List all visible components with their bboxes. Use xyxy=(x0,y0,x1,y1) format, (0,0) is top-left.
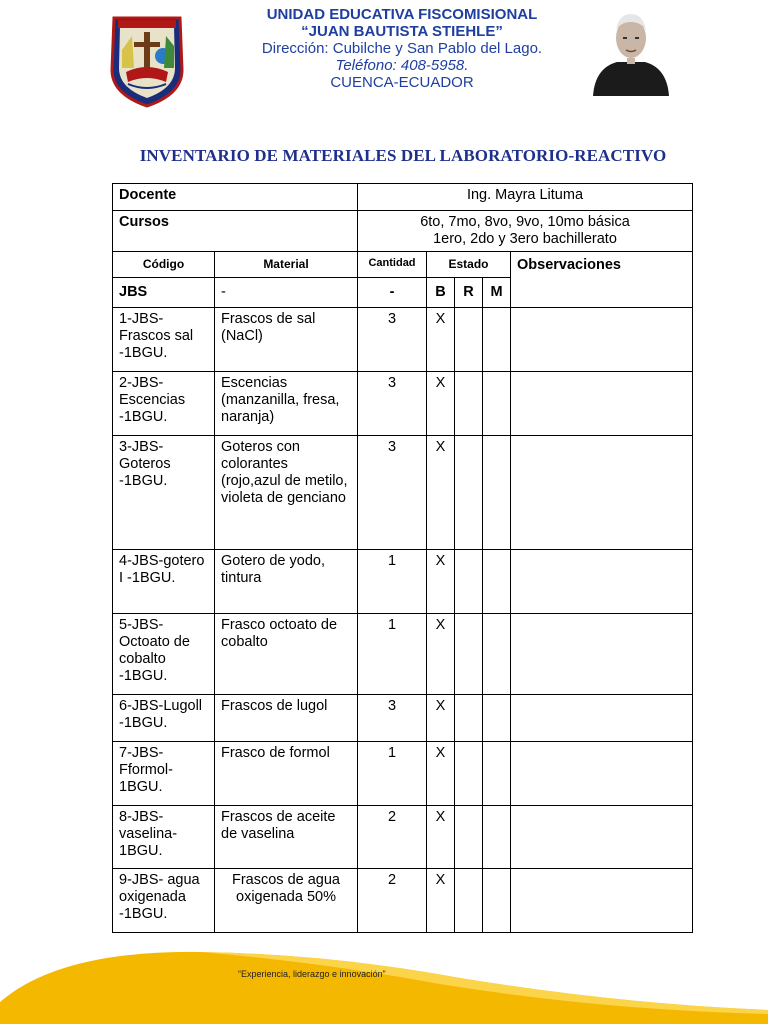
school-info xyxy=(220,6,584,91)
row-estado-b: X xyxy=(427,742,455,806)
row-observaciones xyxy=(511,550,693,614)
row-estado-r xyxy=(455,436,483,550)
page-header xyxy=(0,0,768,130)
row-cantidad: 3 xyxy=(358,372,427,436)
row-estado-m xyxy=(483,372,511,436)
school-name-line1: UNIDAD EDUCATIVA FISCOMISIONAL xyxy=(266,6,538,23)
cursos-row xyxy=(113,211,693,252)
row-material: Frascos de aceite de vaselina xyxy=(215,806,358,869)
table-row xyxy=(113,436,693,550)
row-observaciones xyxy=(511,308,693,372)
row-observaciones xyxy=(511,742,693,806)
school-phone: Teléfono: 408-5958. xyxy=(335,57,469,74)
row-cantidad: 2 xyxy=(358,869,427,933)
inventory-table xyxy=(112,183,693,933)
school-name-line2: “JUAN BAUTISTA STIEHLE” xyxy=(301,23,503,40)
cursos-line2: 1ero, 2do y 3ero bachillerato xyxy=(433,231,617,247)
row-cantidad: 3 xyxy=(358,695,427,742)
row-estado-m xyxy=(483,550,511,614)
row-estado-r xyxy=(455,869,483,933)
row-estado-r xyxy=(455,614,483,695)
row-material: Frasco de formol xyxy=(215,742,358,806)
row-material: Frascos de agua oxigenada 50% xyxy=(215,869,358,933)
row-material: Frascos de lugol xyxy=(215,695,358,742)
row-estado-m xyxy=(483,614,511,695)
footer-slogan: “Experiencia, liderazgo e innovación” xyxy=(238,969,386,979)
school-crest-icon xyxy=(108,10,186,108)
row-material: Goteros con colorantes (rojo,azul de metilo, violeta de genciano xyxy=(215,436,358,550)
col-header-codigo: Código xyxy=(113,252,215,278)
group-material: - xyxy=(215,278,358,308)
row-estado-m xyxy=(483,695,511,742)
row-codigo: 8-JBS-vaselina-1BGU. xyxy=(113,806,215,869)
cursos-label: Cursos xyxy=(113,211,358,252)
row-estado-b: X xyxy=(427,869,455,933)
table-row xyxy=(113,372,693,436)
row-estado-m xyxy=(483,308,511,372)
row-estado-b: X xyxy=(427,806,455,869)
estado-b-header: B xyxy=(427,278,455,308)
row-codigo: 9-JBS- agua oxigenada -1BGU. xyxy=(113,869,215,933)
cursos-value xyxy=(358,211,693,252)
row-estado-b: X xyxy=(427,372,455,436)
col-header-cantidad: Cantidad xyxy=(358,252,427,278)
row-codigo: 4-JBS-gotero I -1BGU. xyxy=(113,550,215,614)
row-estado-b: X xyxy=(427,436,455,550)
row-observaciones xyxy=(511,614,693,695)
docente-label: Docente xyxy=(113,184,358,211)
school-city: CUENCA-ECUADOR xyxy=(330,74,474,91)
row-codigo: 6-JBS-Lugoll -1BGU. xyxy=(113,695,215,742)
row-estado-m xyxy=(483,742,511,806)
row-estado-b: X xyxy=(427,614,455,695)
row-estado-b: X xyxy=(427,308,455,372)
row-cantidad: 1 xyxy=(358,550,427,614)
table-row xyxy=(113,308,693,372)
row-estado-b: X xyxy=(427,550,455,614)
row-cantidad: 1 xyxy=(358,742,427,806)
school-address: Dirección: Cubilche y San Pablo del Lago. xyxy=(261,40,543,57)
table-row xyxy=(113,614,693,695)
row-cantidad: 3 xyxy=(358,308,427,372)
row-observaciones xyxy=(511,372,693,436)
row-material: Gotero de yodo, tintura xyxy=(215,550,358,614)
row-cantidad: 2 xyxy=(358,806,427,869)
row-codigo: 2-JBS-Escencias -1BGU. xyxy=(113,372,215,436)
row-estado-m xyxy=(483,436,511,550)
table-row xyxy=(113,550,693,614)
founder-portrait-icon xyxy=(591,10,671,96)
row-observaciones xyxy=(511,436,693,550)
footer-wave-decoration xyxy=(0,940,768,1024)
row-estado-r xyxy=(455,308,483,372)
row-observaciones xyxy=(511,806,693,869)
row-observaciones xyxy=(511,695,693,742)
row-material: Frasco octoato de cobalto xyxy=(215,614,358,695)
row-cantidad: 1 xyxy=(358,614,427,695)
row-material: Frascos de sal (NaCl) xyxy=(215,308,358,372)
col-header-material: Material xyxy=(215,252,358,278)
row-cantidad: 3 xyxy=(358,436,427,550)
estado-r-header: R xyxy=(455,278,483,308)
row-estado-r xyxy=(455,550,483,614)
table-row xyxy=(113,806,693,869)
row-codigo: 5-JBS-Octoato de cobalto -1BGU. xyxy=(113,614,215,695)
group-code: JBS xyxy=(113,278,215,308)
table-row xyxy=(113,742,693,806)
row-codigo: 3-JBS-Goteros -1BGU. xyxy=(113,436,215,550)
group-cantidad: - xyxy=(358,278,427,308)
document-title: INVENTARIO DE MATERIALES DEL LABORATORIO-REACTIVO xyxy=(139,146,667,165)
docente-value: Ing. Mayra Lituma xyxy=(358,184,693,211)
row-observaciones xyxy=(511,869,693,933)
estado-m-header: M xyxy=(483,278,511,308)
row-estado-r xyxy=(455,742,483,806)
docente-row xyxy=(113,184,693,211)
row-estado-m xyxy=(483,806,511,869)
row-codigo: 7-JBS-Fformol-1BGU. xyxy=(113,742,215,806)
table-row xyxy=(113,869,693,933)
column-header-row xyxy=(113,252,693,278)
cursos-line1: 6to, 7mo, 8vo, 9vo, 10mo básica xyxy=(420,214,630,230)
row-estado-b: X xyxy=(427,695,455,742)
row-estado-r xyxy=(455,806,483,869)
row-estado-r xyxy=(455,372,483,436)
table-row xyxy=(113,695,693,742)
row-material: Escencias (manzanilla, fresa, naranja) xyxy=(215,372,358,436)
col-header-estado: Estado xyxy=(427,252,511,278)
row-estado-r xyxy=(455,695,483,742)
row-estado-m xyxy=(483,869,511,933)
row-codigo: 1-JBS-Frascos sal -1BGU. xyxy=(113,308,215,372)
col-header-observaciones: Observaciones xyxy=(511,252,693,308)
